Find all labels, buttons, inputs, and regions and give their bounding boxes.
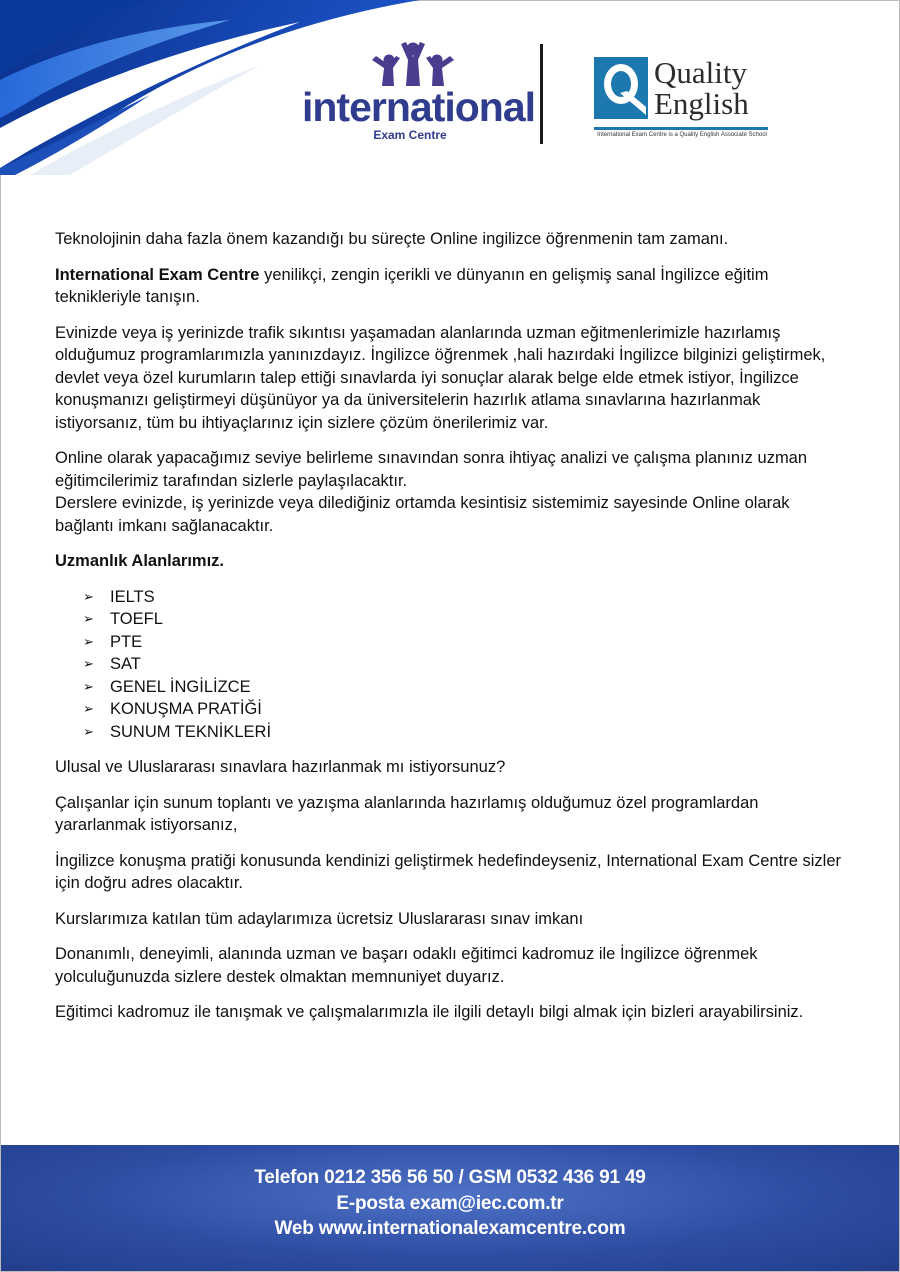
exam-prep-question: Ulusal ve Uluslararası sınavlara hazırlanmak mı istiyorsunuz? <box>55 758 506 776</box>
staff-paragraph: Donanımlı, deneyimli, alanında uzman ve başarı odaklı eğitimci kadromuz ile İngilizce öğrenmek yolculuğunuzda sizlere destek olmaktan memnuniyet duyarız. <box>55 945 758 986</box>
specialties-list <box>55 586 850 744</box>
arrow-bullet-icon: ➢ <box>83 723 94 739</box>
specialty-label: KONUŞMA PRATİĞİ <box>110 700 262 718</box>
specialty-label: IELTS <box>110 587 155 606</box>
placement-paragraph: Online olarak yapacağımız seviye belirleme sınavından sonra ihtiyaç analizi ve çalışma planınız uzman eğitimcilerimiz tarafından sizlerle paylaşılacaktır. <box>55 449 808 490</box>
list-item <box>83 653 850 676</box>
specialties-heading: Uzmanlık Alanlarımız. <box>55 552 225 570</box>
contact-invite-paragraph: Eğitimci kadromuz ile tanışmak ve çalışmalarımızla ile ilgili detaylı bilgi almak için bizleri arayabilirsiniz. <box>55 1003 804 1021</box>
qe-quality-text: Quality <box>654 55 747 90</box>
list-item <box>83 631 850 654</box>
list-item <box>83 698 850 721</box>
arrow-bullet-icon: ➢ <box>83 588 94 604</box>
list-item <box>83 608 850 631</box>
people-figures-icon <box>358 40 468 90</box>
intro-paragraph: Teknolojinin daha fazla önem kazandığı bu süreçte Online ingilizce öğrenmenin tam zamanı. <box>55 230 729 248</box>
list-item <box>83 586 850 609</box>
footer-email[interactable]: E-posta exam@iec.com.tr <box>336 1193 564 1214</box>
international-exam-centre-logo <box>300 40 536 145</box>
arrow-bullet-icon: ➢ <box>83 678 94 694</box>
specialty-label: GENEL İNGİLİZCE <box>110 677 251 696</box>
contact-footer <box>1 1145 899 1271</box>
footer-web[interactable]: Web www.internationalexamcentre.com <box>274 1218 626 1239</box>
list-item <box>83 721 850 744</box>
iec-intro-rest: yenilikçi, zengin içerikli ve dünyanın en gelişmiş sanal İngilizce eğitim teknikleriyle tanışın. <box>55 265 769 306</box>
online-lessons-paragraph: Derslere evinizde, iş yerinizde veya dilediğiniz ortamda kesintisiz sistemimiz sayesinde Online olarak bağlantı imkanı sağlanacaktır. <box>55 494 790 535</box>
qe-tagline: International Exam Centre is a Quality English Associate School <box>597 132 767 138</box>
quality-english-logo <box>592 57 772 147</box>
list-item <box>83 676 850 699</box>
arrow-bullet-icon: ➢ <box>83 633 94 649</box>
programs-paragraph: Evinizde veya iş yerinizde trafik sıkıntısı yaşamadan alanlarında uzman eğitmenlerimizle hazırlamış olduğumuz programlarımızla yanınızdayız. İngilizce öğrenmek ,hali hazırdaki İngilizce bilginizi geliştirmek, devlet veya özel kurumların talep ettiği sınavlarda iyi sonuçlar alarak belge elde etmek istiyor, İngilizce konuşmanızı geliştirmeyi düşünüyor ya da üniversitelerin hazırlık atlama sınavlarına hazırlanmak istiyorsanız, tüm bu ihtiyaçlarınız için sizlere çözüm önerilerimiz var. <box>55 323 826 432</box>
arrow-bullet-icon: ➢ <box>83 701 94 716</box>
specialty-label: PTE <box>110 632 143 651</box>
iec-name-bold: International Exam Centre <box>55 265 260 284</box>
specialty-label: SAT <box>110 655 141 673</box>
specialty-label: SUNUM TEKNİKLERİ <box>110 722 272 741</box>
footer-phone: Telefon 0212 356 56 50 / GSM 0532 436 91 49 <box>254 1167 646 1188</box>
free-exam-paragraph: Kurslarımıza katılan tüm adaylarımıza ücretsiz Uluslararası sınav imkanı <box>55 909 584 928</box>
quality-english-q-icon <box>594 57 648 119</box>
body-content <box>55 228 850 1037</box>
corporate-programs-paragraph: Çalışanlar için sunum toplantı ve yazışma alanlarında hazırlamış olduğumuz özel programlardan yararlanmak istiyorsanız, <box>55 793 759 834</box>
speaking-practice-paragraph: İngilizce konuşma pratiği konusunda kendinizi geliştirmek hedefindeyseniz, International Exam Centre sizler için doğru adres olacaktır. <box>55 851 841 892</box>
arrow-bullet-icon: ➢ <box>83 656 94 671</box>
specialty-label: TOEFL <box>110 610 163 628</box>
qe-english-text: English <box>654 86 749 121</box>
iec-subtitle: Exam Centre <box>373 128 447 142</box>
iec-wordmark: international <box>302 84 536 130</box>
qe-rule <box>594 127 768 130</box>
logo-divider <box>540 44 543 144</box>
iec-intro-paragraph <box>55 264 850 309</box>
arrow-bullet-icon: ➢ <box>83 611 94 626</box>
